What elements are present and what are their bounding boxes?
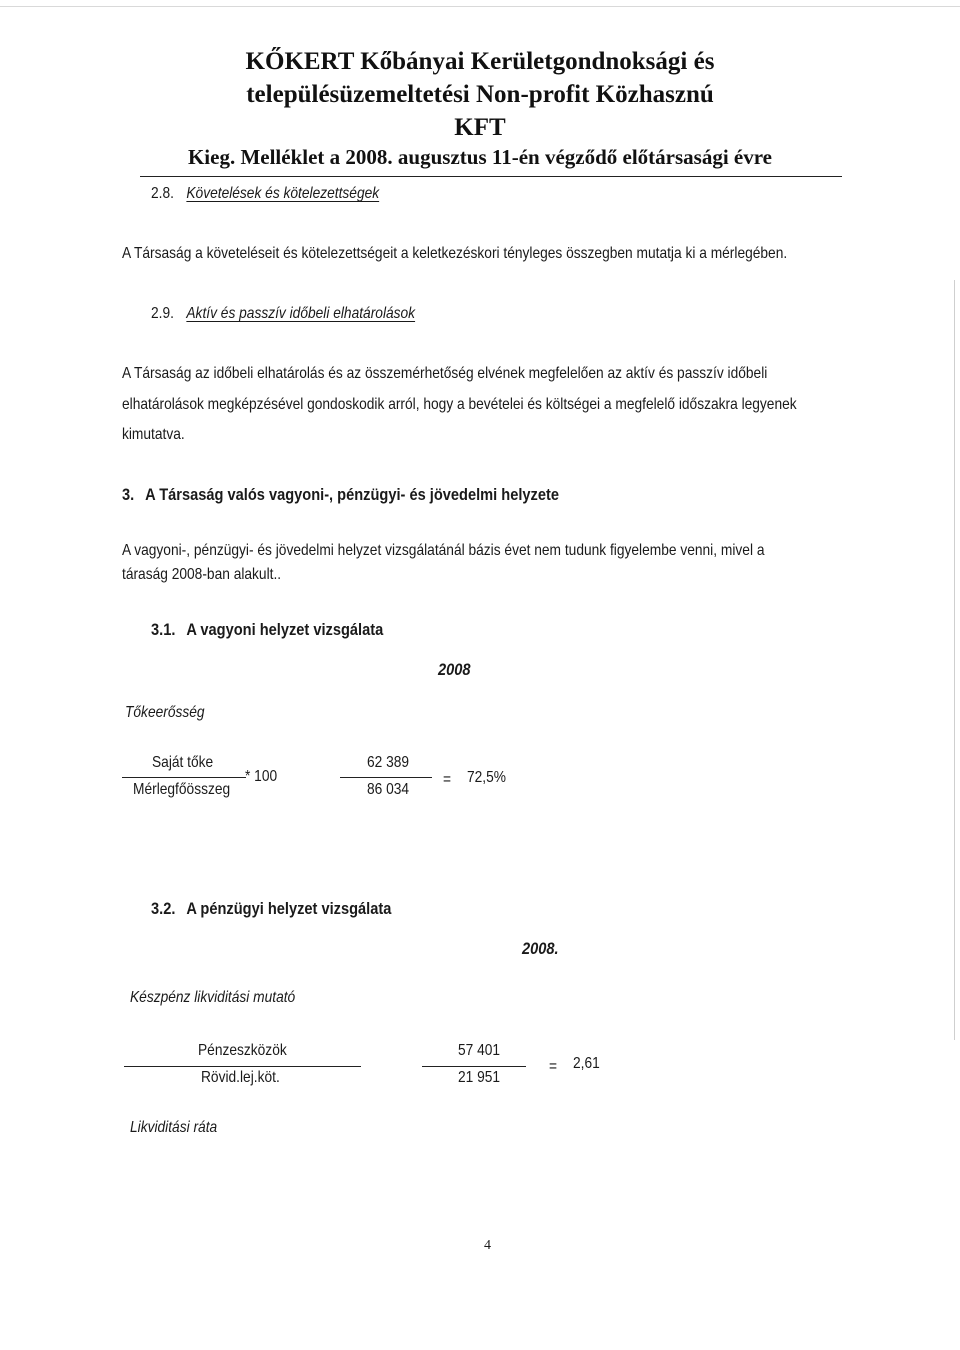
equity-numerator-label: Saját tőke [152, 754, 214, 771]
equity-equals-sign: = [443, 771, 452, 788]
company-name-line-2: településüzemeltetési Non-profit Közhasznú [246, 81, 714, 108]
section-3-2-year: 2008. [522, 939, 559, 958]
equity-denominator-label: Mérlegfőösszeg [133, 781, 231, 798]
equity-ratio-result: 72,5% [467, 769, 507, 786]
section-2-9-heading [151, 306, 415, 322]
section-3-1-year: 2008 [438, 660, 471, 679]
equity-numerator-value: 62 389 [367, 754, 410, 771]
section-3-2-number: 3.2. [151, 899, 176, 918]
section-3-line-2: táraság 2008-ban alakult.. [122, 566, 282, 583]
section-2-8-title: Követelések és kötelezettségek [186, 185, 380, 202]
liquidity-denominator-label: Rövid.lej.köt. [201, 1069, 280, 1086]
section-2-9-line-1: A Társaság az időbeli elhatárolás és az összemérhetőség elvének megfelelően az aktív és passzív időbeli [122, 365, 768, 382]
section-3-1-number: 3.1. [151, 620, 176, 639]
header-rule [140, 176, 842, 177]
section-3-number: 3. [122, 485, 135, 504]
equity-value-fraction-rule [340, 777, 432, 778]
section-3-1-title: A vagyoni helyzet vizsgálata [186, 620, 384, 639]
section-3-1-heading [151, 620, 383, 640]
liquidity-denominator-value: 21 951 [458, 1069, 501, 1086]
equity-multiplier: * 100 [245, 768, 278, 785]
section-2-8-text: A Társaság a követeléseit és kötelezettségeit a keletkezéskori tényleges összegben mutatja ki a mérlegében. [122, 245, 788, 262]
section-3-2-title: A pénzügyi helyzet vizsgálata [186, 899, 392, 918]
liquidity-numerator-label: Pénzeszközök [198, 1042, 287, 1059]
section-2-8-number: 2.8. [151, 185, 174, 202]
liquidity-ratio-result: 2,61 [573, 1055, 600, 1072]
liquidity-label-fraction-rule [124, 1066, 361, 1067]
equity-denominator-value: 86 034 [367, 781, 410, 798]
scan-edge-line [0, 6, 960, 7]
section-2-8-heading [151, 186, 379, 202]
section-3-title: A Társaság valós vagyoni-, pénzügyi- és jövedelmi helyzete [145, 485, 560, 504]
liquidity-footer-label: Likviditási ráta [130, 1119, 218, 1136]
section-2-9-title: Aktív és passzív időbeli elhatárolások [186, 305, 416, 322]
liquidity-value-fraction-rule [422, 1066, 526, 1067]
equity-label-fraction-rule [122, 777, 246, 778]
section-2-9-number: 2.9. [151, 305, 174, 322]
liquidity-numerator-value: 57 401 [458, 1042, 501, 1059]
section-2-9-line-3: kimutatva. [122, 426, 185, 443]
company-name-line-1: KŐKERT Kőbányai Kerületgondnoksági és [245, 48, 715, 75]
section-3-2-indicator: Készpénz likviditási mutató [130, 989, 296, 1006]
section-3-heading [122, 485, 559, 505]
section-2-9-line-2: elhatárolások megképzésével gondoskodik arról, hogy a bevételei és költségei a megfelelő időszakra legyenek [122, 396, 797, 413]
section-3-line-1: A vagyoni-, pénzügyi- és jövedelmi helyzet vizsgálatánál bázis évet nem tudunk figyelembe venni, mivel a [122, 542, 765, 559]
section-3-2-heading [151, 899, 391, 919]
scan-margin-line [954, 280, 955, 1040]
document-subtitle: Kieg. Melléklet a 2008. augusztus 11-én végződő előtársasági évre [187, 145, 773, 169]
liquidity-equals-sign: = [549, 1058, 558, 1075]
page-number: 4 [484, 1238, 491, 1253]
company-name-line-3: KFT [454, 114, 506, 141]
section-3-1-indicator: Tőkeerősség [125, 704, 205, 721]
